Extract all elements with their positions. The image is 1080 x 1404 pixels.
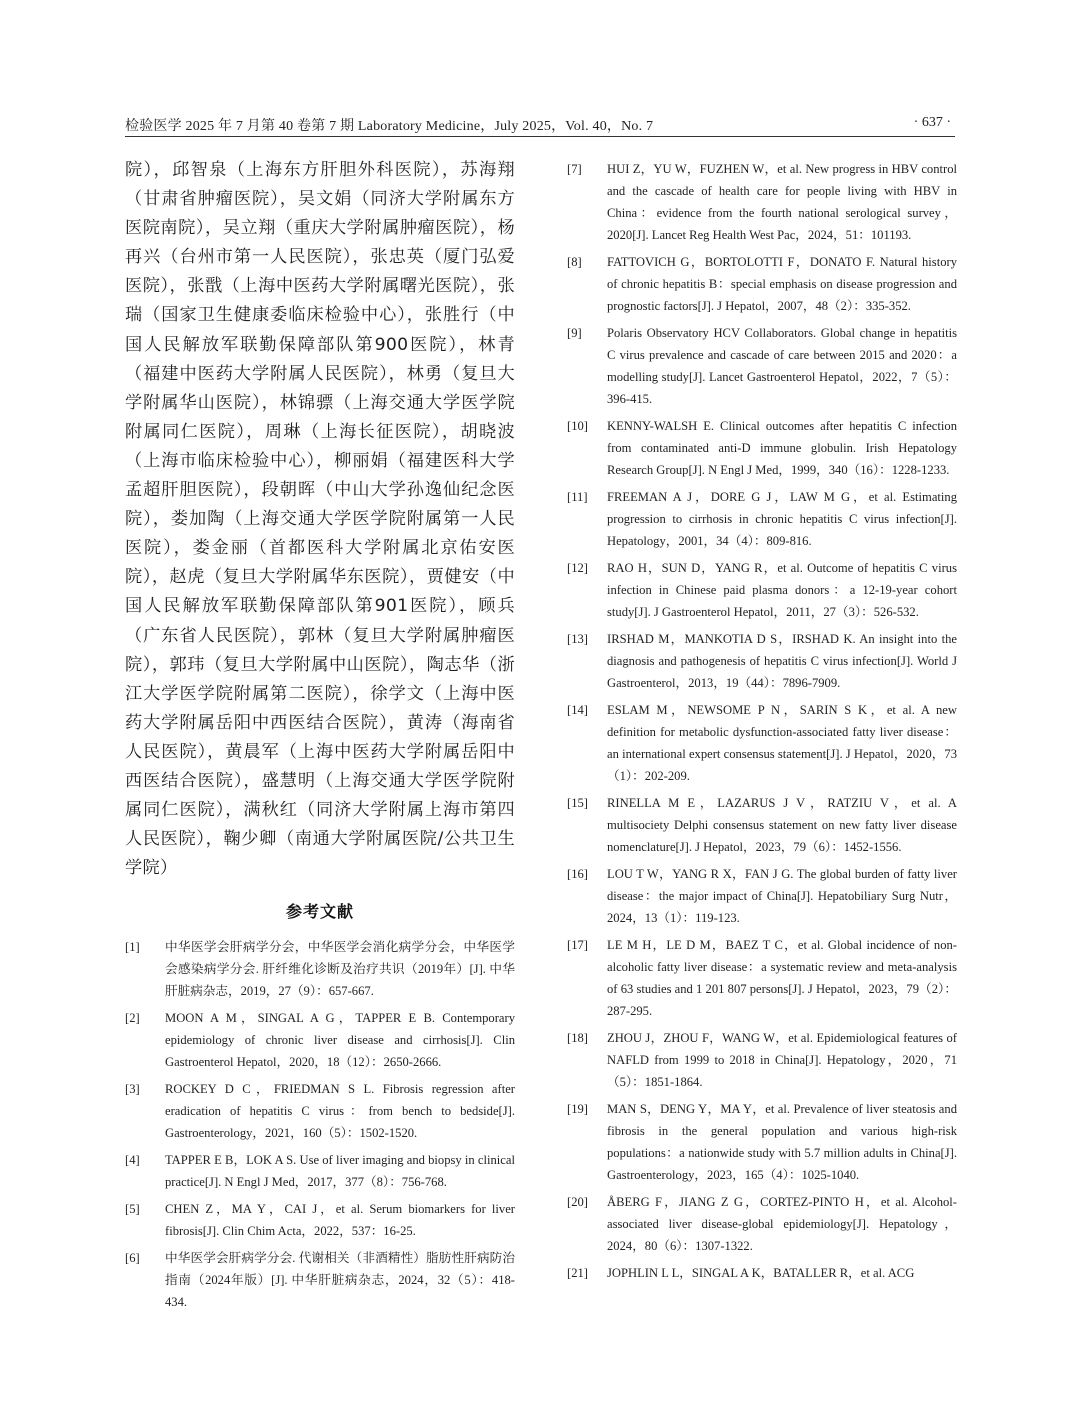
reference-number: [18] (567, 1031, 588, 1045)
reference-number: [10] (567, 419, 588, 433)
reference-number: [14] (567, 703, 588, 717)
reference-item (567, 1191, 957, 1257)
reference-number: [2] (125, 1011, 140, 1026)
reference-number: [4] (125, 1153, 140, 1168)
reference-item (125, 1078, 515, 1144)
reference-text: MOON A M，SINGAL A G，TAPPER E B. Contemporary epidemiology of chronic liver disease and cirrhosis[J]. Clin Gastroenterol Hepatol，2020，18（12）：2650-2666. (165, 1011, 515, 1070)
reference-text: MAN S，DENG Y，MA Y，et al. Prevalence of liver steatosis and fibrosis in the general population and various high-risk populations：a nationwide study with 5.7 million adults in China[J]. Gastroenterology，2023，165（4）：1025-1040. (607, 1102, 957, 1182)
reference-text: LOU T W，YANG R X，FAN J G. The global burden of fatty liver disease：the major impact of China[J]. Hepatobiliary Surg Nutr，2024，13（1）：119-123. (607, 867, 957, 925)
reference-item (125, 936, 515, 1002)
reference-number: [19] (567, 1102, 588, 1116)
running-header (125, 112, 951, 136)
right-column (567, 158, 957, 1289)
reference-text: ZHOU J，ZHOU F，WANG W，et al. Epidemiological features of NAFLD from 1999 to 2018 in China[J]. Hepatology，2020，71（5）：1851-1864. (607, 1031, 957, 1089)
reference-item (567, 1027, 957, 1093)
reference-text: Polaris Observatory HCV Collaborators. Global change in hepatitis C virus prevalence and cascade of care between 2015 and 2020：a modelling study[J]. Lancet Gastroenterol Hepatol，2022，7（5）：396-415. (607, 326, 957, 406)
reference-list-right (567, 158, 957, 1284)
reference-item (567, 486, 957, 552)
reference-number: [12] (567, 561, 588, 575)
reference-item (567, 415, 957, 481)
reference-text: FATTOVICH G，BORTOLOTTI F，DONATO F. Natural history of chronic hepatitis B：special emphasis on disease progression and prognostic factors[J]. J Hepatol，2007，48（2）：335-352. (607, 255, 957, 313)
reference-item (567, 251, 957, 317)
reference-item (567, 1262, 957, 1284)
reference-text: RAO H，SUN D，YANG R，et al. Outcome of hepatitis C virus infection in Chinese paid plasma donors：a 12-19-year cohort study[J]. J Gastroenterol Hepatol，2011，27（3）：526-532. (607, 561, 957, 619)
reference-item (567, 557, 957, 623)
reference-text: ÅBERG F，JIANG Z G，CORTEZ-PINTO H，et al. Alcohol-associated liver disease-global epidemiology[J]. Hepatology，2024，80（6）：1307-1322. (607, 1195, 957, 1253)
references-heading: 参考文献 (285, 902, 354, 922)
reference-item (567, 792, 957, 858)
reference-number: [1] (125, 940, 140, 955)
reference-text: RINELLA M E，LAZARUS J V，RATZIU V，et al. A multisociety Delphi consensus statement on new fatty liver disease nomenclature[J]. J Hepatol，2023，79（6）：1452-1556. (607, 796, 957, 854)
reference-number: [7] (567, 162, 582, 176)
reference-text: FREEMAN A J，DORE G J，LAW M G，et al. Estimating progression to cirrhosis in chronic hepatitis C virus infection[J]. Hepatology，2001，34（4）：809-816. (607, 490, 957, 548)
reference-item (125, 1007, 515, 1073)
reference-text: ROCKEY D C，FRIEDMAN S L. Fibrosis regression after eradication of hepatitis C virus：from bench to bedside[J]. Gastroenterology，2021，160（5）：1502-1520. (165, 1082, 515, 1141)
reference-item (567, 699, 957, 787)
reference-item (567, 158, 957, 246)
reference-item (125, 1149, 515, 1193)
reference-number: [13] (567, 632, 588, 646)
reference-number: [17] (567, 938, 588, 952)
page-number: · 637 · (913, 115, 951, 130)
reference-text: LE M H，LE D M，BAEZ T C，et al. Global incidence of non-alcoholic fatty liver disease：a systematic review and meta-analysis of 63 studies and 1 201 807 persons[J]. J Hepatol，2023，79（2）：287-295. (607, 938, 957, 1018)
header-divider (125, 136, 955, 137)
reference-item (567, 863, 957, 929)
reference-text: KENNY-WALSH E. Clinical outcomes after hepatitis C infection from contaminated anti-D immune globulin. Irish Hepatology Research Group[J]. N Engl J Med，1999，340（16）：1228-1233. (607, 419, 957, 477)
reference-number: [11] (567, 490, 588, 504)
reference-text: TAPPER E B，LOK A S. Use of liver imaging and biopsy in clinical practice[J]. N Engl J Med，2017，377（8）：756-768. (165, 1153, 515, 1190)
reference-item (567, 1098, 957, 1186)
reference-text: ESLAM M，NEWSOME P N，SARIN S K，et al. A new definition for metabolic dysfunction-associated fatty liver disease：an international expert consensus statement[J]. J Hepatol，2020，73（1）：202-209. (607, 703, 957, 783)
reference-list-left (125, 936, 515, 1313)
reference-number: [16] (567, 867, 588, 881)
reference-number: [9] (567, 326, 582, 340)
reference-number: [15] (567, 796, 588, 810)
reference-text: IRSHAD M，MANKOTIA D S，IRSHAD K. An insight into the diagnosis and pathogenesis of hepatitis C virus infection[J]. World J Gastroenterol，2013，19（44）：7896-7909. (607, 632, 957, 690)
reference-item (567, 322, 957, 410)
reference-text: 中华医学会肝病学分会. 代谢相关（非酒精性）脂肪性肝病防治指南（2024年版）[J]. 中华肝脏病杂志，2024，32（5）：418-434. (165, 1251, 515, 1310)
reference-item (125, 1247, 515, 1313)
reference-item (125, 1198, 515, 1242)
reference-number: [6] (125, 1251, 140, 1266)
reference-item (567, 934, 957, 1022)
reference-number: [21] (567, 1266, 588, 1280)
reference-number: [8] (567, 255, 582, 269)
reference-number: [5] (125, 1202, 140, 1217)
reference-text: JOPHLIN L L，SINGAL A K，BATALLER R，et al. ACG (607, 1266, 915, 1280)
reference-number: [3] (125, 1082, 140, 1097)
reference-number: [20] (567, 1195, 588, 1209)
left-column (125, 156, 515, 1318)
reference-text: HUI Z，YU W，FUZHEN W，et al. New progress in HBV control and the cascade of health care for people living with HBV in China：evidence from the fourth national serological survey，2020[J]. Lancet Reg Health West Pac，2024，51：101193. (607, 162, 957, 242)
acknowledgement-text: 院），邱智泉（上海东方肝胆外科医院），苏海翔（甘肃省肿瘤医院），吴文娟（同济大学附属东方医院南院），吴立翔（重庆大学附属肿瘤医院），杨再兴（台州市第一人民医院），张忠英（厦门弘爱医院），张戬（上海中医药大学附属曙光医院），张瑞（国家卫生健康委临床检验中心），张胜行（中国人民解放军联勤保障部队第900医院），林青（福建中医药大学附属人民医院），林勇（复旦大学附属华山医院），林锦骠（上海交通大学医学院附属同仁医院），周琳（上海长征医院），胡晓波（上海市临床检验中心），柳丽娟（福建医科大学孟超肝胆医院），段朝晖（中山大学孙逸仙纪念医院），娄加陶（上海交通大学医学院附属第一人民医院），娄金丽（首都医科大学附属北京佑安医院），赵虎（复旦大学附属华东医院），贾健安（中国人民解放军联勤保障部队第901医院），顾兵（广东省人民医院），郭林（复旦大学附属肿瘤医院），郭玮（复旦大学附属中山医院），陶志华（浙江大学医学院附属第二医院），徐学文（上海中医药大学附属岳阳中西医结合医院），黄涛（海南省人民医院），黄晨军（上海中医药大学附属岳阳中西医结合医院），盛慧明（上海交通大学医学院附属同仁医院），满秋红（同济大学附属上海市第四人民医院），鞠少卿（南通大学附属医院/公共卫生学院） (125, 160, 515, 879)
reference-text: 中华医学会肝病学分会，中华医学会消化病学分会，中华医学会感染病学分会. 肝纤维化诊断及治疗共识（2019年）[J]. 中华肝脏病杂志，2019，27（9）：657-667. (165, 940, 515, 999)
journal-citation: 检验医学 2025 年 7 月第 40 卷第 7 期 Laboratory Medicine，July 2025，Vol. 40，No. 7 (125, 119, 654, 134)
reference-item (567, 628, 957, 694)
reference-text: CHEN Z，MA Y，CAI J，et al. Serum biomarkers for liver fibrosis[J]. Clin Chim Acta，2022，537：16-25. (165, 1202, 515, 1239)
